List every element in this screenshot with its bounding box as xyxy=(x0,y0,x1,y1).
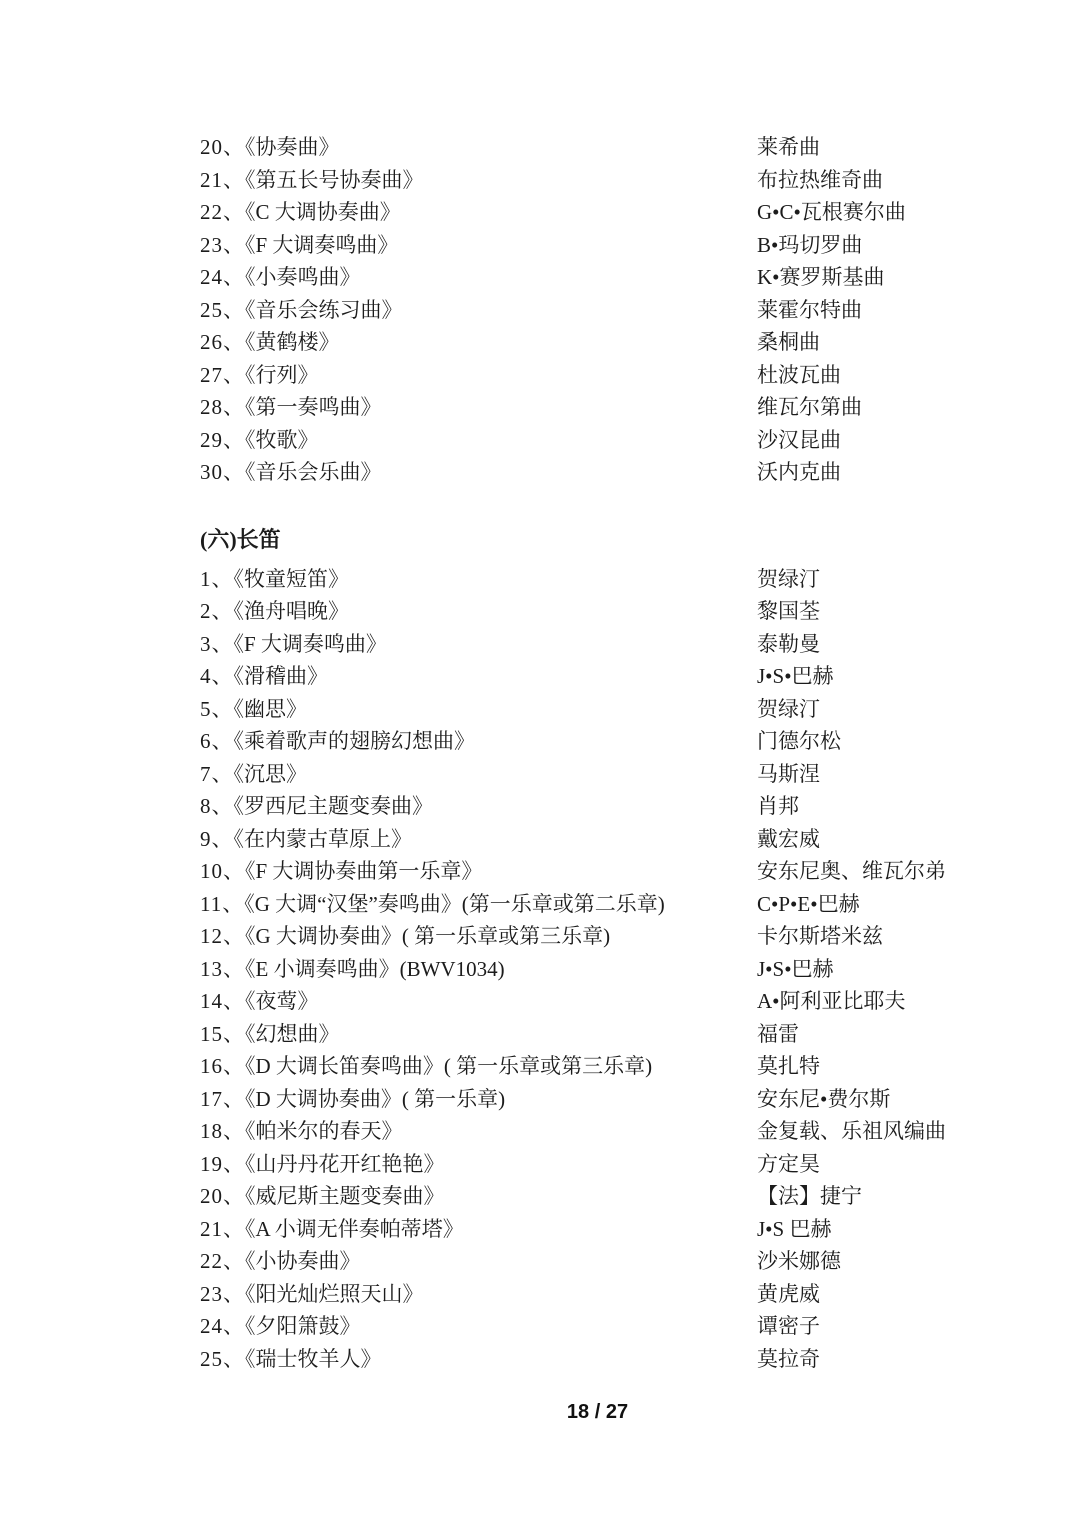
piece-title: 《牧童短笛》 xyxy=(233,566,349,591)
repertoire-row xyxy=(200,326,980,359)
piece-cell xyxy=(200,196,757,229)
composer-name: J•S•巴赫 xyxy=(757,664,834,688)
piece-cell xyxy=(200,790,757,823)
repertoire-row xyxy=(200,1083,980,1116)
repertoire-row xyxy=(200,595,980,628)
item-number: 18、 xyxy=(200,1119,245,1143)
repertoire-row xyxy=(200,164,980,197)
piece-title: 《行列》 xyxy=(245,362,319,387)
item-number: 24、 xyxy=(200,265,245,289)
piece-title: 《第一奏鸣曲》 xyxy=(245,395,382,419)
piece-cell xyxy=(200,164,757,197)
repertoire-row xyxy=(200,1115,980,1148)
composer-name: 莱霍尔特曲 xyxy=(757,297,862,322)
piece-cell xyxy=(200,424,757,457)
piece-cell xyxy=(200,229,757,262)
composer-name: 莫扎特 xyxy=(757,1054,820,1078)
repertoire-row xyxy=(200,823,980,856)
composer-name: 莫拉奇 xyxy=(757,1346,820,1371)
repertoire-list-flute xyxy=(200,563,980,1376)
item-number: 27、 xyxy=(200,362,245,387)
item-number: 13、 xyxy=(200,956,245,981)
piece-title: 《威尼斯主题变奏曲》 xyxy=(245,1184,445,1208)
repertoire-row xyxy=(200,261,980,294)
composer-name: 福雷 xyxy=(757,1021,799,1046)
piece-title: 《音乐会乐曲》 xyxy=(245,460,382,484)
piece-cell xyxy=(200,628,757,661)
repertoire-row xyxy=(200,456,980,489)
item-number: 22、 xyxy=(200,200,245,224)
composer-name: 卡尔斯塔米兹 xyxy=(757,924,883,948)
item-number: 17、 xyxy=(200,1086,245,1111)
item-number: 15、 xyxy=(200,1021,245,1046)
item-number: 23、 xyxy=(200,1281,245,1306)
item-number: 21、 xyxy=(200,1216,245,1241)
piece-cell xyxy=(200,985,757,1018)
composer-name: K•赛罗斯基曲 xyxy=(757,265,885,289)
repertoire-row xyxy=(200,725,980,758)
piece-cell xyxy=(200,693,757,726)
item-number: 24、 xyxy=(200,1314,245,1338)
repertoire-row xyxy=(200,294,980,327)
section-heading: (六)长笛 xyxy=(200,526,281,552)
item-number: 14、 xyxy=(200,989,245,1013)
piece-title: 《第五长号协奏曲》 xyxy=(245,167,424,192)
repertoire-row xyxy=(200,1343,980,1376)
composer-name: 肖邦 xyxy=(757,794,799,818)
composer-name: 戴宏威 xyxy=(757,826,820,851)
composer-name: 安东尼•费尔斯 xyxy=(757,1086,891,1111)
item-number: 10、 xyxy=(200,859,245,883)
piece-title: 《D 大调协奏曲》( 第一乐章) xyxy=(245,1086,506,1111)
piece-title: 《协奏曲》 xyxy=(245,135,340,159)
repertoire-row xyxy=(200,131,980,164)
piece-cell xyxy=(200,953,757,986)
item-number: 8、 xyxy=(200,794,234,818)
repertoire-row xyxy=(200,229,980,262)
composer-name: 沃内克曲 xyxy=(757,460,841,484)
composer-name: 谭密子 xyxy=(757,1314,820,1338)
piece-title: 《G 大调协奏曲》( 第一乐章或第三乐章) xyxy=(245,924,611,948)
piece-title: 《夜莺》 xyxy=(245,989,319,1013)
composer-name: B•玛切罗曲 xyxy=(757,232,863,257)
repertoire-row xyxy=(200,1050,980,1083)
item-number: 22、 xyxy=(200,1249,245,1273)
item-number: 7、 xyxy=(200,761,234,786)
piece-cell xyxy=(200,1050,757,1083)
piece-title: 《A 小调无伴奏帕蒂塔》 xyxy=(245,1216,464,1241)
item-number: 29、 xyxy=(200,427,245,452)
piece-cell xyxy=(200,595,757,628)
repertoire-row xyxy=(200,628,980,661)
section-6-flute xyxy=(200,523,980,1376)
composer-name: 方定昊 xyxy=(757,1151,820,1176)
section-previous-continued xyxy=(200,131,980,489)
piece-title: 《罗西尼主题变奏曲》 xyxy=(233,794,433,818)
piece-cell xyxy=(200,1018,757,1051)
item-number: 30、 xyxy=(200,460,245,484)
piece-title: 《滑稽曲》 xyxy=(233,664,328,688)
piece-cell xyxy=(200,391,757,424)
piece-cell xyxy=(200,1278,757,1311)
composer-name: 莱希曲 xyxy=(757,135,820,159)
piece-cell xyxy=(200,1310,757,1343)
piece-title: 《山丹丹花开红艳艳》 xyxy=(245,1151,445,1176)
piece-cell xyxy=(200,1148,757,1181)
item-number: 1、 xyxy=(200,566,234,591)
item-number: 20、 xyxy=(200,1184,245,1208)
item-number: 25、 xyxy=(200,297,245,322)
piece-cell xyxy=(200,1180,757,1213)
composer-name: A•阿利亚比耶夫 xyxy=(757,989,906,1013)
composer-name: 沙米娜德 xyxy=(757,1249,841,1273)
item-number: 9、 xyxy=(200,826,234,851)
piece-title: 《阳光灿烂照天山》 xyxy=(245,1281,424,1306)
item-number: 6、 xyxy=(200,729,234,753)
item-number: 25、 xyxy=(200,1346,245,1371)
composer-name: 杜波瓦曲 xyxy=(757,362,841,387)
composer-name: J•S•巴赫 xyxy=(757,956,834,981)
item-number: 26、 xyxy=(200,330,245,354)
piece-title: 《F 大调奏鸣曲》 xyxy=(245,232,399,257)
composer-name: G•C•瓦根赛尔曲 xyxy=(757,200,906,224)
piece-cell xyxy=(200,261,757,294)
repertoire-row xyxy=(200,1310,980,1343)
piece-cell xyxy=(200,1245,757,1278)
item-number: 16、 xyxy=(200,1054,245,1078)
piece-title: 《沉思》 xyxy=(233,761,307,786)
piece-cell xyxy=(200,855,757,888)
item-number: 20、 xyxy=(200,135,245,159)
item-number: 11、 xyxy=(200,891,245,916)
item-number: 4、 xyxy=(200,664,234,688)
repertoire-row xyxy=(200,196,980,229)
piece-cell xyxy=(200,1213,757,1246)
repertoire-row xyxy=(200,790,980,823)
piece-cell xyxy=(200,823,757,856)
repertoire-row xyxy=(200,920,980,953)
repertoire-row xyxy=(200,1018,980,1051)
composer-name: 贺绿汀 xyxy=(757,566,820,591)
repertoire-row xyxy=(200,693,980,726)
item-number: 3、 xyxy=(200,631,234,656)
piece-cell xyxy=(200,660,757,693)
piece-title: 《小奏鸣曲》 xyxy=(245,265,361,289)
composer-name: 维瓦尔第曲 xyxy=(757,395,862,419)
piece-title: 《渔舟唱晚》 xyxy=(233,599,349,623)
repertoire-row xyxy=(200,1148,980,1181)
composer-name: J•S 巴赫 xyxy=(757,1216,832,1241)
composer-name: 泰勒曼 xyxy=(757,631,820,656)
repertoire-row xyxy=(200,855,980,888)
repertoire-row xyxy=(200,424,980,457)
piece-title: 《幽思》 xyxy=(233,696,307,721)
piece-title: 《幻想曲》 xyxy=(245,1021,340,1046)
composer-name: 门德尔松 xyxy=(757,729,841,753)
repertoire-row xyxy=(200,1180,980,1213)
repertoire-row xyxy=(200,391,980,424)
repertoire-row xyxy=(200,1245,980,1278)
piece-cell xyxy=(200,1083,757,1116)
piece-cell xyxy=(200,131,757,164)
piece-title: 《E 小调奏鸣曲》(BWV1034) xyxy=(245,956,505,981)
composer-name: 金复载、乐祖风编曲 xyxy=(757,1119,946,1143)
piece-cell xyxy=(200,294,757,327)
composer-name: 【法】捷宁 xyxy=(757,1184,862,1208)
composer-name: 桑桐曲 xyxy=(757,330,820,354)
composer-name: 贺绿汀 xyxy=(757,696,820,721)
piece-title: 《小协奏曲》 xyxy=(245,1249,361,1273)
item-number: 28、 xyxy=(200,395,245,419)
repertoire-row xyxy=(200,660,980,693)
composer-name: 马斯涅 xyxy=(757,761,820,786)
item-number: 19、 xyxy=(200,1151,245,1176)
repertoire-row xyxy=(200,1213,980,1246)
composer-name: 安东尼奥、维瓦尔弟 xyxy=(757,859,946,883)
repertoire-row xyxy=(200,1278,980,1311)
composer-name: 沙汉昆曲 xyxy=(757,427,841,452)
piece-title: 《黄鹤楼》 xyxy=(245,330,340,354)
repertoire-row xyxy=(200,985,980,1018)
piece-cell xyxy=(200,1343,757,1376)
piece-cell xyxy=(200,725,757,758)
piece-title: 《D 大调长笛奏鸣曲》( 第一乐章或第三乐章) xyxy=(245,1054,653,1078)
page-number: 18 / 27 xyxy=(566,1401,629,1423)
piece-title: 《C 大调协奏曲》 xyxy=(245,200,401,224)
piece-title: 《F 大调奏鸣曲》 xyxy=(233,631,387,656)
composer-name: 布拉热维奇曲 xyxy=(757,167,883,192)
item-number: 23、 xyxy=(200,232,245,257)
item-number: 12、 xyxy=(200,924,245,948)
piece-title: 《音乐会练习曲》 xyxy=(245,297,403,322)
piece-title: 《帕米尔的春天》 xyxy=(245,1119,403,1143)
repertoire-row xyxy=(200,563,980,596)
repertoire-row xyxy=(200,359,980,392)
composer-name: C•P•E•巴赫 xyxy=(757,891,860,916)
piece-title: 《乘着歌声的翅膀幻想曲》 xyxy=(233,729,475,753)
piece-cell xyxy=(200,920,757,953)
piece-title: 《在内蒙古草原上》 xyxy=(233,826,412,851)
piece-cell xyxy=(200,359,757,392)
piece-title: 《瑞士牧羊人》 xyxy=(245,1346,382,1371)
piece-cell xyxy=(200,758,757,791)
piece-title: 《牧歌》 xyxy=(245,427,319,452)
piece-cell xyxy=(200,888,757,921)
item-number: 5、 xyxy=(200,696,234,721)
item-number: 21、 xyxy=(200,167,245,192)
repertoire-list-previous xyxy=(200,131,980,489)
repertoire-row xyxy=(200,888,980,921)
piece-cell xyxy=(200,1115,757,1148)
piece-cell xyxy=(200,563,757,596)
repertoire-row xyxy=(200,953,980,986)
composer-name: 黎国荃 xyxy=(757,599,820,623)
piece-cell xyxy=(200,456,757,489)
piece-title: 《G 大调“汉堡”奏鸣曲》(第一乐章或第二乐章) xyxy=(244,891,665,916)
item-number: 2、 xyxy=(200,599,234,623)
repertoire-row xyxy=(200,758,980,791)
piece-title: 《F 大调协奏曲第一乐章》 xyxy=(245,859,483,883)
composer-name: 黄虎威 xyxy=(757,1281,820,1306)
piece-cell xyxy=(200,326,757,359)
piece-title: 《夕阳箫鼓》 xyxy=(245,1314,361,1338)
